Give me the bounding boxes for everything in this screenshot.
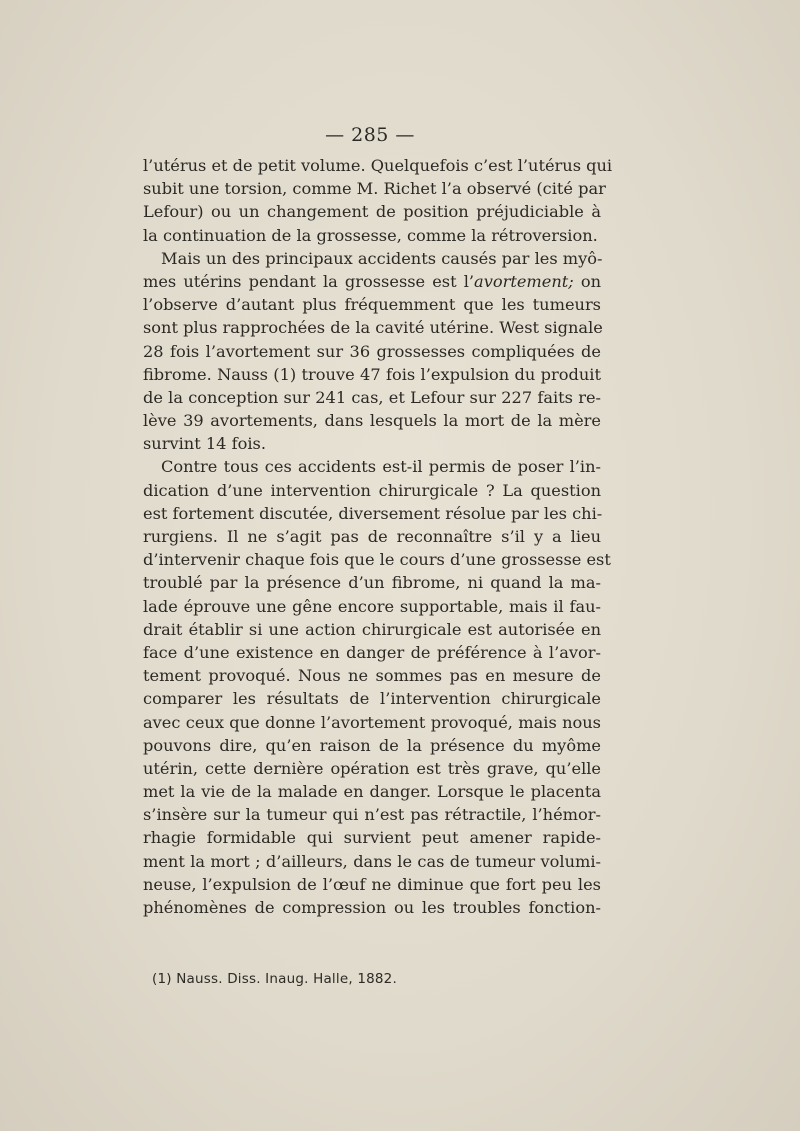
text-line: ment la mort ; d’ailleurs, dans le cas de tumeur volumi- [143,851,601,871]
text-line: pouvons dire, qu’en raison de la présence du myôme [143,735,601,755]
text-segment: on [573,271,601,291]
text-line: rhagie formidable qui survient peut amener rapide- [143,828,601,848]
text-line: phénomènes de compression ou les troubles fonction- [143,898,601,917]
text-line: Mais un des principaux accidents causés par les myô- [161,248,603,268]
text-line: lade éprouve une gêne encore supportable, mais il fau- [143,596,601,616]
text-line: rurgiens. Il ne s’agit pas de reconnaître s’il y a lieu [143,527,601,546]
emphasis-avortement: avortement; [474,271,574,291]
text-line: tement provoqué. Nous ne sommes pas en mesure de [143,666,601,686]
text-line: drait établir si une action chirurgicale est autorisée en [143,619,601,639]
text-line: dication d’une intervention chirurgicale ? La question [143,480,601,500]
text-line: survint 14 fois. [143,434,266,454]
text-line: d’intervenir chaque fois que le cours d’une grossesse est [143,550,611,570]
page-number: — 285 — [325,124,415,146]
text-line: lève 39 avortements, dans lesquels la mort de la mère [143,411,601,431]
text-line: la continuation de la grossesse, comme la rétroversion. [143,225,598,245]
body-text [143,154,613,919]
text-line [143,270,601,293]
text-line: est fortement discutée, diversement résolue par les chi- [143,503,603,523]
text-line: 28 fois l’avortement sur 36 grossesses compliquées de [143,341,601,361]
footnote: (1) Nauss. Diss. Inaug. Halle, 1882. [152,971,397,987]
text-line: troublé par la présence d’un fibrome, ni quand la ma- [143,573,601,593]
text-line: face d’une existence en danger de préférence à l’avor- [143,642,601,662]
text-line: met la vie de la malade en danger. Lorsque le placenta [143,782,601,802]
text-line: l’observe d’autant plus fréquemment que les tumeurs [143,295,601,315]
text-line: s’insère sur la tumeur qui n’est pas rétractile, l’hémor- [143,805,601,825]
text-line: utérin, cette dernière opération est très grave, qu’elle [143,758,601,778]
text-line: neuse, l’expulsion de l’œuf ne diminue que fort peu les [143,874,601,894]
text-line: comparer les résultats de l’intervention chirurgicale [143,689,601,709]
text-line: subit une torsion, comme M. Richet l’a observé (cité par [143,179,606,199]
text-line: Lefour) ou un changement de position préjudiciable à [143,202,601,222]
text-line: l’utérus et de petit volume. Quelquefois c’est l’utérus qui [143,156,613,175]
text-line: Contre tous ces accidents est-il permis de poser l’in- [161,457,601,477]
text-line: sont plus rapprochées de la cavité utérine. West signale [143,318,603,338]
text-line: de la conception sur 241 cas, et Lefour sur 227 faits re- [143,387,601,407]
text-segment: mes utérins pendant la grossesse est l’ [143,271,475,291]
text-line: fibrome. Nauss (1) trouve 47 fois l’expulsion du produit [143,364,601,384]
text-line: avec ceux que donne l’avortement provoqué, mais nous [143,712,601,732]
